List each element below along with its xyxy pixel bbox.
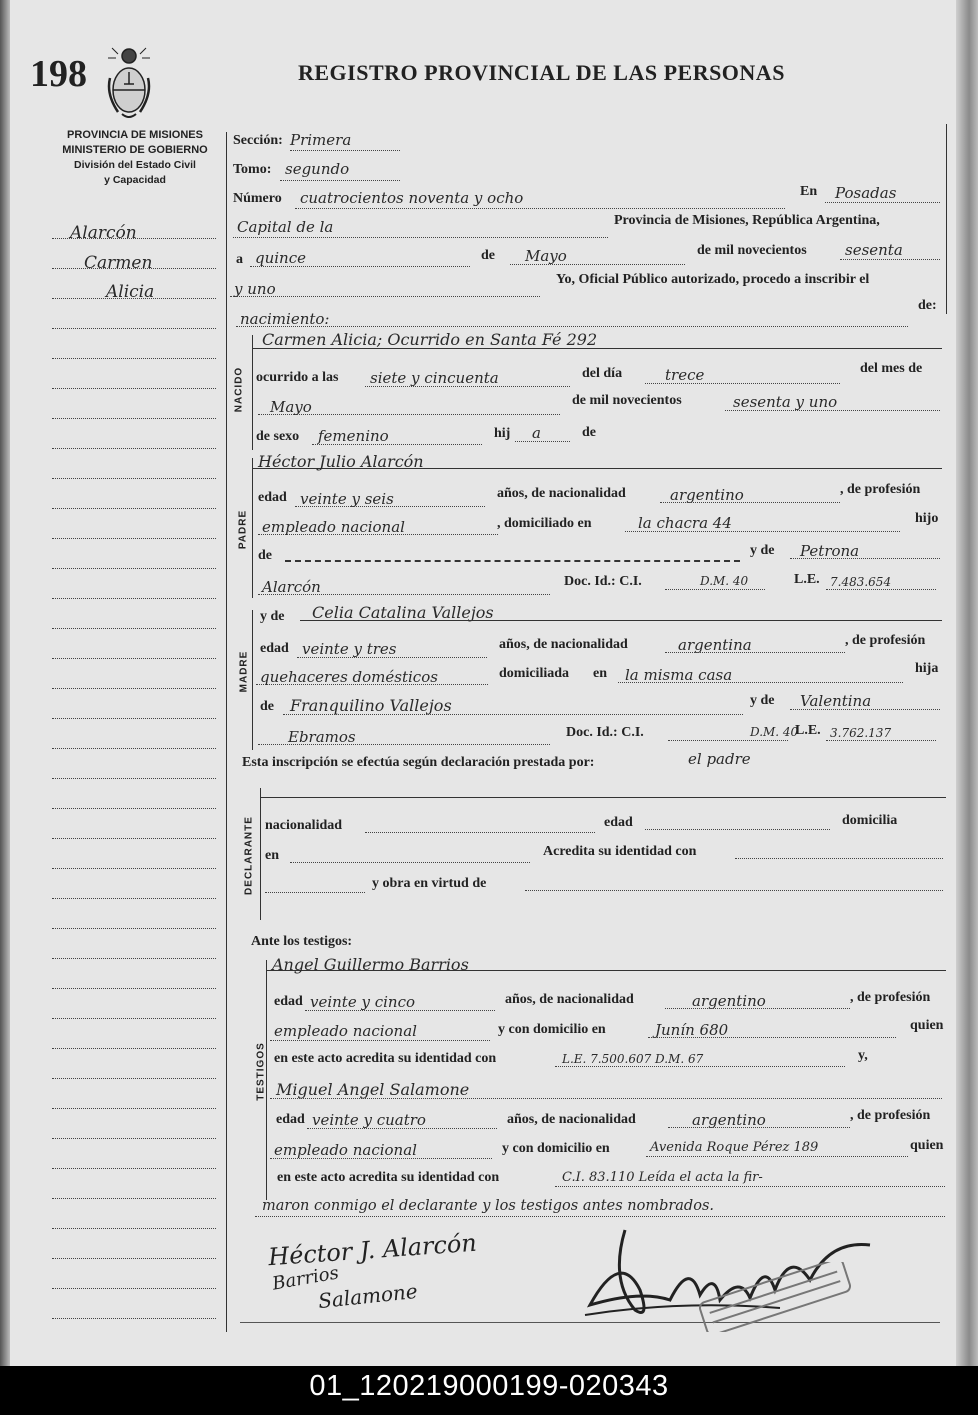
witness1-signature: Barrios: [270, 1262, 341, 1295]
madre-top-line: [300, 620, 942, 621]
sexo-label: de sexo: [256, 429, 300, 444]
de-label: de: [481, 248, 495, 263]
witness2-quien-label: quien: [910, 1138, 944, 1153]
madre-hija-label: hija: [915, 661, 939, 676]
madre-doc-label: Doc. Id.: C.I.: [566, 725, 644, 740]
madre-dom-label: domiciliada: [499, 666, 570, 681]
margin-surname: Alarcón: [70, 223, 137, 243]
witness1-profession-value: empleado nacional: [274, 1022, 417, 1040]
witness2-edad-label: edad: [276, 1112, 305, 1127]
witness2-nac-label: años, de nacionalidad: [507, 1112, 636, 1127]
witness1-name-value: Angel Guillermo Barrios: [272, 955, 469, 974]
capacity-line: y Capacidad: [104, 174, 166, 186]
margin-middle-name: Alicia: [106, 282, 155, 302]
official-stamp-icon: [690, 1262, 860, 1332]
year-value-continued: y uno: [234, 280, 276, 298]
witness1-age-value: veinte y cinco: [310, 993, 416, 1011]
hij-value: a: [532, 424, 541, 442]
madre-bracket: [252, 610, 253, 750]
oficial-text: Yo, Oficial Público autorizado, procedo a inscribir el: [556, 272, 870, 287]
father-signature: Héctor J. Alarcón: [267, 1228, 478, 1272]
declarante-section-label: DECLARANTE: [243, 816, 255, 895]
hij-label: hij: [494, 426, 511, 441]
padre-de-label: de: [258, 548, 272, 563]
sexo-value: femenino: [318, 427, 389, 445]
province-line: PROVINCIA DE MISIONES: [67, 129, 203, 141]
witness1-nationality-value: argentino: [692, 992, 766, 1010]
father-le-value: 7.483.654: [830, 575, 892, 589]
document-title: REGISTRO PROVINCIAL DE LAS PERSONAS: [298, 60, 785, 85]
birth-hour-value: siete y cincuenta: [370, 369, 499, 387]
capital-value: Capital de la: [237, 218, 334, 236]
margin-first-name: Carmen: [84, 253, 153, 273]
madre-le-label: L.E.: [795, 723, 821, 738]
padre-doc-label: Doc. Id.: C.I.: [564, 574, 642, 589]
witness1-prof-label: , de profesión: [850, 990, 931, 1005]
witness2-nationality-value: argentino: [692, 1111, 766, 1129]
witness2-prof-label: , de profesión: [850, 1108, 931, 1123]
del-mes-label: del mes de: [860, 361, 923, 376]
scan-file-id: 01_120219000199-020343: [309, 1370, 669, 1402]
year-label: de mil novecientos: [697, 243, 807, 258]
ministry-line: MINISTERIO DE GOBIERNO: [62, 144, 208, 156]
witness2-profession-value: empleado nacional: [274, 1141, 417, 1159]
date-month-value: Mayo: [525, 247, 567, 265]
birth-year-value: sesenta y uno: [733, 393, 838, 411]
witness2-dom-label: y con domicilio en: [502, 1141, 610, 1156]
numero-value: cuatrocientos noventa y ocho: [300, 189, 524, 207]
maternal-grandmother-value: Valentina: [800, 692, 872, 710]
maternal-grandmother-surname: Ebramos: [288, 728, 356, 746]
madre-de-label: de: [260, 699, 274, 714]
witness1-edad-label: edad: [274, 994, 303, 1009]
mother-age-value: veinte y tres: [302, 640, 397, 658]
witness2-id-value: C.I. 83.110 Leída el acta la fir-: [562, 1170, 763, 1185]
coat-of-arms-icon: [104, 44, 154, 122]
madre-yde-label: y de: [260, 609, 285, 624]
ocurrido-label: ocurrido a las: [256, 370, 339, 385]
nacido-section-label: NACIDO: [233, 366, 245, 413]
witness2-age-value: veinte y cuatro: [312, 1111, 426, 1129]
birth-month-value: Mayo: [270, 398, 312, 416]
declarante-edad-label: edad: [604, 815, 633, 830]
declaracion-text: Esta inscripción se efectúa según declaración prestada por:: [242, 755, 595, 770]
paternal-grandmother-surname: Alarcón: [262, 578, 321, 596]
witness2-address-value: Avenida Roque Pérez 189: [650, 1140, 819, 1155]
madre-prof-label: , de profesión: [845, 633, 926, 648]
birth-day-value: trece: [665, 366, 705, 384]
father-nationality-value: argentino: [670, 486, 744, 504]
padre-edad-label: edad: [258, 490, 287, 505]
tomo-value: segundo: [285, 160, 350, 178]
father-age-value: veinte y seis: [300, 490, 394, 508]
father-address-value: la chacra 44: [638, 514, 732, 532]
padre-bracket: [252, 458, 253, 598]
page-edge-left: [0, 0, 10, 1366]
declarante-en-label: en: [265, 848, 279, 863]
padre-yde-label: y de: [750, 543, 775, 558]
nacido-de-label: de: [582, 425, 596, 440]
declarante-obra-label: y obra en virtud de: [372, 876, 487, 891]
mother-address-value: la misma casa: [625, 666, 733, 684]
city-value: Posadas: [835, 184, 897, 202]
maternal-grandfather-value: Franquilino Vallejos: [290, 696, 452, 715]
father-name-value: Héctor Julio Alarcón: [258, 452, 424, 471]
a-label: a: [236, 252, 243, 267]
declarante-dom-label: domicilia: [842, 813, 898, 828]
witness1-id-value: L.E. 7.500.607 D.M. 67: [562, 1052, 704, 1066]
left-frame-line: [226, 132, 227, 1332]
declarante-acredita-label: Acredita su identidad con: [543, 844, 697, 859]
nacido-bracket: [252, 335, 253, 450]
madre-yde2-label: y de: [750, 693, 775, 708]
witness2-acredita-label: en este acto acredita su identidad con: [277, 1170, 500, 1185]
testigos-intro: Ante los testigos:: [251, 934, 353, 949]
mother-profession-value: quehaceres domésticos: [260, 668, 438, 686]
declarante-bracket: [260, 788, 261, 920]
mother-ci-value: D.M. 40: [750, 725, 799, 739]
mother-le-value: 3.762.137: [830, 726, 892, 740]
madre-nac-label: años, de nacionalidad: [499, 637, 628, 652]
witness2-name-value: Miguel Angel Salamone: [276, 1080, 470, 1099]
birth-year-label: de mil novecientos: [572, 393, 682, 408]
mother-name-value: Celia Catalina Vallejos: [312, 603, 494, 622]
closing-text: maron conmigo el declarante y los testigos antes nombrados.: [262, 1198, 714, 1214]
witness1-address-value: Junín 680: [655, 1021, 729, 1039]
father-ci-value: D.M. 40: [700, 574, 749, 588]
madre-section-label: MADRE: [238, 650, 250, 693]
padre-section-label: PADRE: [237, 509, 249, 550]
province-text: Provincia de Misiones, República Argentina,: [614, 213, 880, 228]
witness1-nac-label: años, de nacionalidad: [505, 992, 634, 1007]
de-end-label: de:: [918, 298, 937, 313]
year-value: sesenta: [845, 241, 903, 259]
witness2-signature: Salamone: [317, 1278, 419, 1314]
right-frame-line: [946, 124, 947, 314]
page-edge-right: [956, 0, 978, 1366]
witness1-quien-label: quien: [910, 1018, 944, 1033]
testigos-section-label: TESTIGOS: [255, 1042, 267, 1101]
mother-nationality-value: argentina: [678, 636, 752, 654]
witness1-dom-label: y con domicilio en: [498, 1022, 606, 1037]
witness1-y-label: y,: [858, 1048, 868, 1063]
child-name-value: Carmen Alicia; Ocurrido en Santa Fé 292: [262, 330, 598, 349]
date-day-value: quince: [255, 249, 306, 267]
seccion-label: Sección:: [233, 133, 283, 148]
numero-label: Número: [233, 191, 282, 206]
declarante-value: el padre: [688, 750, 751, 768]
declarante-nac-label: nacionalidad: [265, 818, 343, 833]
seccion-value: Primera: [290, 131, 352, 149]
madre-en-label: en: [593, 666, 607, 681]
padre-hijo-label: hijo: [915, 511, 939, 526]
issuing-authority: [50, 128, 220, 188]
paternal-grandmother-value: Petrona: [800, 542, 860, 560]
tomo-label: Tomo:: [233, 162, 272, 177]
padre-nac-label: años, de nacionalidad: [497, 486, 626, 501]
madre-edad-label: edad: [260, 641, 289, 656]
division-line: División del Estado Civil: [74, 159, 196, 171]
del-dia-label: del día: [582, 366, 623, 381]
father-profession-value: empleado nacional: [262, 518, 405, 536]
padre-dom-label: , domiciliado en: [497, 516, 592, 531]
page-number: 198: [30, 53, 87, 95]
padre-le-label: L.E.: [794, 572, 820, 587]
en-label: En: [800, 184, 818, 199]
padre-prof-label: , de profesión: [840, 482, 921, 497]
acta-type-value: nacimiento:: [240, 310, 330, 328]
witness1-acredita-label: en este acto acredita su identidad con: [274, 1051, 497, 1066]
declarante-top-line: [260, 797, 946, 798]
